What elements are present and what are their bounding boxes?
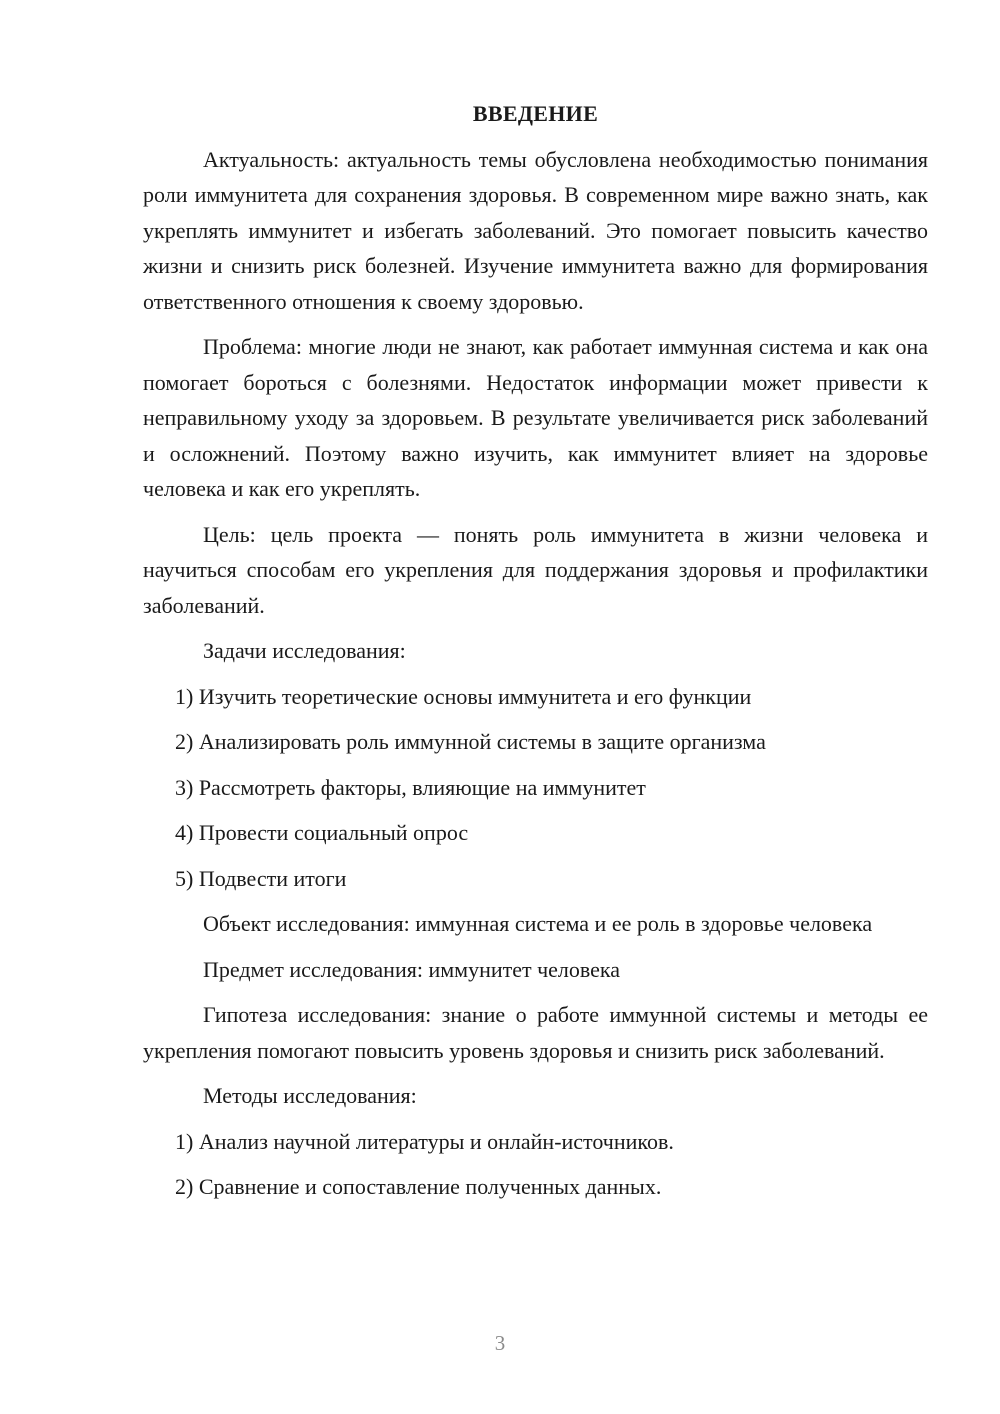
object-paragraph: Объект исследования: иммунная система и ее роль в здоровье человека bbox=[203, 911, 873, 936]
method-item-1: 1) Анализ научной литературы и онлайн-источников. bbox=[175, 1128, 674, 1154]
tasks-heading: Задачи исследования: bbox=[203, 638, 406, 663]
section-title: ВВЕДЕНИЕ bbox=[472, 101, 599, 126]
task-item-3: 3) Рассмотреть факторы, влияющие на иммунитет bbox=[175, 774, 646, 800]
goal-paragraph: Цель: цель проекта — понять роль иммунитета в жизни человека и научиться способам его укрепления для поддержания здоровья и профилактики заболеваний. bbox=[143, 521, 928, 618]
document-body bbox=[143, 96, 928, 1215]
task-item-4: 4) Провести социальный опрос bbox=[175, 820, 469, 845]
method-item-2: 2) Сравнение и сопоставление полученных данных. bbox=[175, 1174, 662, 1199]
task-item-5: 5) Подвести итоги bbox=[175, 865, 347, 891]
task-item-2: 2) Анализировать роль иммунной системы в защите организма bbox=[175, 729, 766, 754]
methods-heading: Методы исследования: bbox=[203, 1083, 417, 1108]
subject-line: Предмет исследования: иммунитет человека bbox=[203, 956, 621, 982]
relevance-paragraph: Актуальность: актуальность темы обусловлена необходимостью понимания роли иммунитета для сохранения здоровья. В современном мире важно знать, как укреплять иммунитет и избегать заболеваний. Это помогает повысить качество жизни и снизить риск болезней. Изучение иммунитета важно для формирования ответственного отношения к своему здоровью. bbox=[143, 146, 928, 314]
task-item-1: 1) Изучить теоретические основы иммунитета и его функции bbox=[175, 683, 752, 709]
problem-paragraph: Проблема: многие люди не знают, как работает иммунная система и как она помогает бороться с болезнями. Недостаток информации может привести к неправильному уходу за здоровьем. В результате увеличивается риск заболеваний и осложнений. Поэтому важно изучить, как иммунитет влияет на здоровье человека и как его укреплять. bbox=[143, 334, 928, 501]
page-number: 3 bbox=[494, 1331, 506, 1355]
hypothesis-paragraph: Гипотеза исследования: знание о работе иммунной системы и методы ее укрепления помогают повысить уровень здоровья и снизить риск заболеваний. bbox=[143, 1002, 928, 1063]
